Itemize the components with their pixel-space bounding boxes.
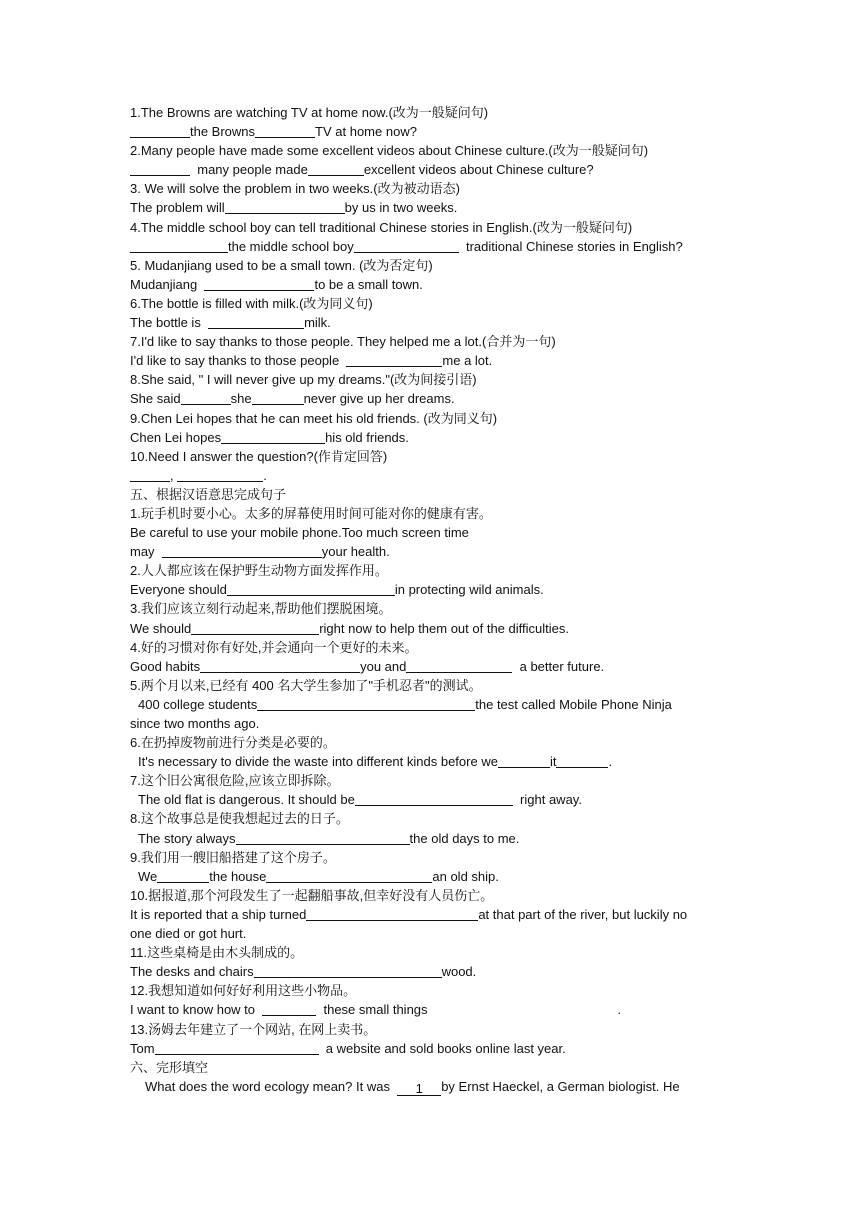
prompt-13: 13.汤姆去年建立了一个网站, 在网上卖书。: [130, 1021, 377, 1037]
blank[interactable]: [346, 353, 442, 367]
blank[interactable]: [498, 754, 550, 768]
blank[interactable]: [262, 1002, 316, 1016]
blank[interactable]: [257, 697, 475, 711]
sentence-9: We the house an old ship.: [138, 868, 499, 884]
prompt-5: 5.两个月以来,已经有 400 名大学生参加了"手机忍者"的测试。: [130, 677, 482, 693]
sentence-4: Good habits you and a better future.: [130, 658, 605, 674]
cloze-paragraph: What does the word ecology mean? It was 1 by Ernst Haeckel, a German biologist. He: [145, 1078, 680, 1096]
blank[interactable]: [155, 1041, 319, 1055]
sentence-8: The story always the old days to me.: [138, 830, 520, 846]
blank[interactable]: [162, 544, 322, 558]
blank[interactable]: [236, 831, 410, 845]
prompt-6: 6.在扔掉废物前进行分类是必要的。: [130, 735, 336, 751]
sentence-12: I want to know how to these small things .: [130, 1002, 622, 1018]
prompt-4: 4.好的习惯对你有好处,并会通向一个更好的未来。: [130, 639, 418, 655]
blank[interactable]: [255, 124, 315, 138]
question-7: 7.I'd like to say thanks to those people. They helped me a lot.(合并为一句): [130, 334, 556, 350]
prompt-9: 9.我们用一艘旧船搭建了这个房子。: [130, 849, 336, 865]
prompt-8: 8.这个故事总是使我想起过去的日子。: [130, 811, 349, 827]
blank[interactable]: [181, 391, 231, 405]
sentence-10: It is reported that a ship turned at that part of the river, but luckily no: [130, 906, 688, 922]
blank[interactable]: [191, 621, 319, 635]
blank[interactable]: [200, 659, 360, 673]
question-3: 3. We will solve the problem in two weeks.(改为被动语态): [130, 181, 460, 197]
question-1: 1.The Browns are watching TV at home now.(改为一般疑问句): [130, 105, 489, 120]
answer-7: I'd like to say thanks to those people me a lot.: [130, 353, 493, 369]
blank[interactable]: [354, 239, 459, 253]
question-9: 9.Chen Lei hopes that he can meet his old friends. (改为同义句): [130, 410, 498, 426]
prompt-2: 2.人人都应该在保护野生动物方面发挥作用。: [130, 563, 388, 579]
blank[interactable]: [355, 792, 513, 806]
question-2: 2.Many people have made some excellent videos about Chinese culture.(改为一般疑问句): [130, 143, 649, 159]
blank[interactable]: [157, 869, 209, 883]
answer-9: Chen Lei hopes his old friends.: [130, 429, 409, 445]
cloze-blank-1[interactable]: 1: [397, 1082, 441, 1096]
blank[interactable]: [266, 869, 432, 883]
blank[interactable]: [308, 162, 364, 176]
blank[interactable]: [227, 582, 395, 596]
answer-10: , .: [130, 466, 750, 485]
question-6: 6.The bottle is filled with milk.(改为同义句): [130, 295, 373, 311]
blank[interactable]: [221, 430, 325, 444]
blank[interactable]: [204, 277, 314, 291]
blank[interactable]: [208, 315, 304, 329]
answer-4: the middle school boy traditional Chinese stories in English?: [130, 237, 750, 256]
prompt-3: 3.我们应该立刻行动起来,帮助他们摆脱困境。: [130, 601, 392, 617]
sentence-5-cont: since two months ago.: [130, 716, 260, 731]
question-5: 5. Mudanjiang used to be a small town. (改为否定句): [130, 257, 433, 273]
prompt-7: 7.这个旧公寓很危险,应该立即拆除。: [130, 773, 340, 789]
blank[interactable]: [130, 124, 190, 138]
section-title: 六、完形填空: [130, 1059, 209, 1075]
sentence-7: The old flat is dangerous. It should be right away.: [138, 792, 582, 808]
sentence-2: Everyone should in protecting wild animals.: [130, 582, 544, 598]
question-8: 8.She said, " I will never give up my dreams."(改为间接引语): [130, 372, 477, 388]
sentence-10-cont: one died or got hurt.: [130, 926, 247, 942]
sentence-5: 400 college students the test called Mobile Phone Ninja: [138, 696, 672, 712]
blank[interactable]: [225, 200, 345, 214]
section-title: 五、根据汉语意思完成句子: [130, 486, 287, 502]
sentence-1: Be careful to use your mobile phone.Too much screen time: [130, 525, 469, 541]
blank[interactable]: [306, 907, 478, 921]
answer-2: many people made excellent videos about Chinese culture?: [130, 160, 750, 179]
blank[interactable]: [177, 468, 263, 482]
blank[interactable]: [406, 659, 512, 673]
blank[interactable]: [130, 239, 228, 253]
blank[interactable]: [130, 162, 190, 176]
sentence-6: It's necessary to divide the waste into different kinds before we it .: [138, 754, 613, 770]
sentence-13: Tom a website and sold books online last year.: [130, 1040, 566, 1056]
question-4: 4.The middle school boy can tell traditional Chinese stories in English.(改为一般疑问句): [130, 219, 633, 235]
answer-1: the Browns TV at home now?: [130, 122, 750, 141]
prompt-1: 1.玩手机时要小心。太多的屏幕使用时间可能对你的健康有害。: [130, 505, 492, 521]
sentence-3: We should right now to help them out of the difficulties.: [130, 620, 569, 636]
blank[interactable]: [556, 754, 608, 768]
answer-3: The problem will by us in two weeks.: [130, 200, 458, 216]
blank[interactable]: [254, 964, 442, 978]
answer-8: She said she never give up her dreams.: [130, 391, 455, 407]
answer-5: Mudanjiang to be a small town.: [130, 276, 423, 292]
prompt-10: 10.据报道,那个河段发生了一起翻船事故,但幸好没有人员伤亡。: [130, 887, 494, 903]
question-10: 10.Need I answer the question?(作肯定回答): [130, 448, 388, 464]
sentence-1-cont: may your health.: [130, 544, 390, 560]
blank[interactable]: [252, 391, 304, 405]
worksheet-page: [130, 103, 750, 1096]
prompt-11: 11.这些桌椅是由木头制成的。: [130, 945, 304, 961]
sentence-11: The desks and chairs wood.: [130, 964, 477, 980]
answer-6: The bottle is milk.: [130, 315, 331, 331]
blank[interactable]: [130, 468, 170, 482]
prompt-12: 12.我想知道如何好好利用这些小物品。: [130, 983, 357, 999]
